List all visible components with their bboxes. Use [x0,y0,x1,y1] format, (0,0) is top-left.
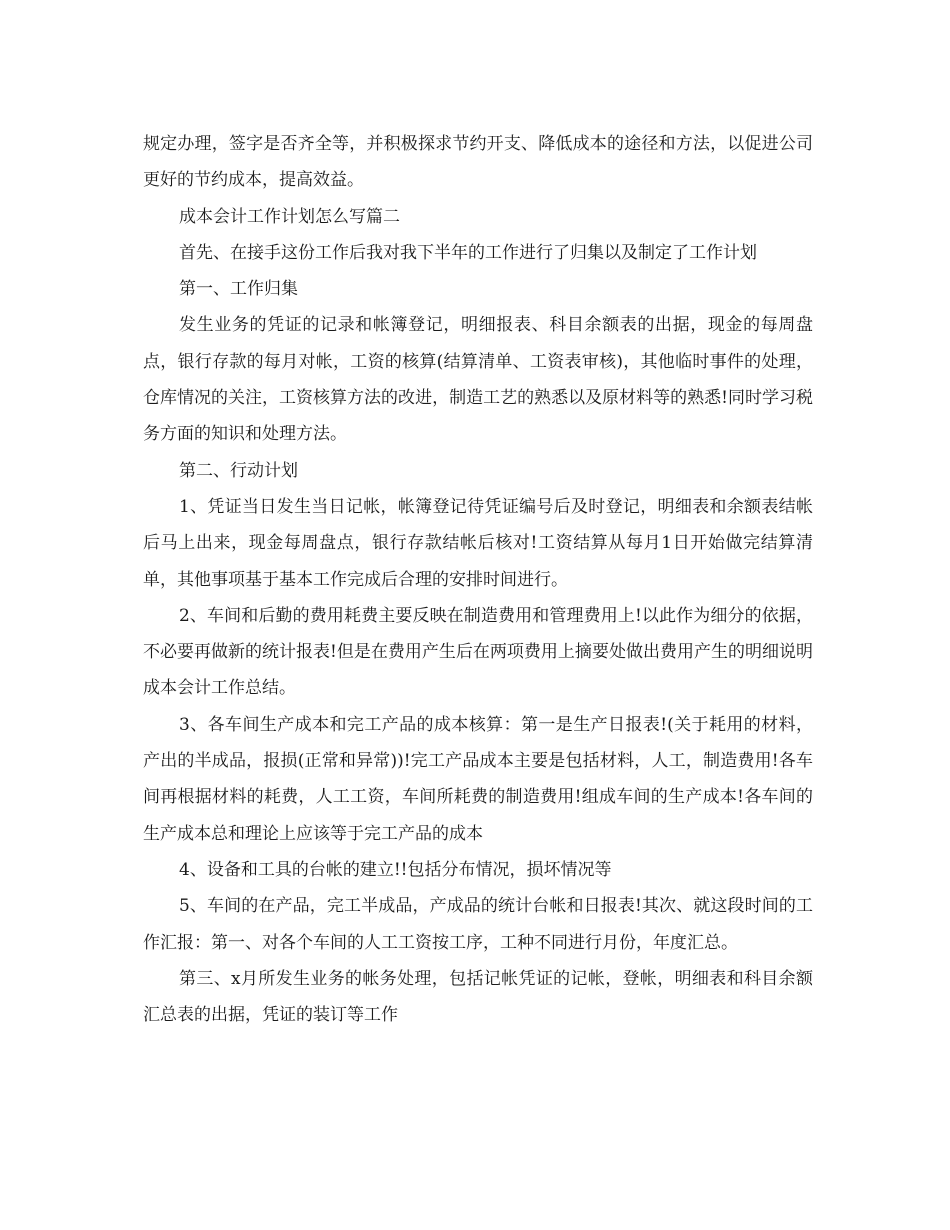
list-item-2: 2、车间和后勤的费用耗费主要反映在制造费用和管理费用上!以此作为细分的依据，不必要再做新的统计报表!但是在费用产生后在两项费用上摘要处做出费用产生的明细说明成本会计工作总结。 [143,605,813,699]
list-item-5: 5、车间的在产品，完工半成品，产成品的统计台帐和日报表!其次、就这段时间的工作汇报：第一、对各个车间的人工工资按工序，工种不同进行月份，年度汇总。 [143,896,813,953]
subheading-action-plan: 第二、行动计划 [179,460,298,481]
subheading-work-summary: 第一、工作归集 [179,279,298,300]
document-body [143,126,813,1033]
paragraph-continuation: 规定办理，签字是否齐全等，并积极探求节约开支、降低成本的途径和方法，以促进公司更好的节约成本，提高效益。 [143,134,813,191]
list-item-3: 3、各车间生产成本和完工产品的成本核算：第一是生产日报表!(关于耗用的材料，产出的半成品，报损(正常和异常))!完工产品成本主要是包括材料，人工，制造费用!各车间再根据材料的耗费，人工工资，车间所耗费的制造费用!组成车间的生产成本!各车间的生产成本总和理论上应该等于完工产品的成本 [143,714,813,844]
paragraph-intro: 首先、在接手这份工作后我对我下半年的工作进行了归集以及制定了工作计划 [179,242,757,263]
list-item-4: 4、设备和工具的台帐的建立!!包括分布情况，损坏情况等 [179,859,612,880]
section-heading: 成本会计工作计划怎么写篇二 [179,206,400,227]
paragraph-work-summary: 发生业务的凭证的记录和帐簿登记，明细报表、科目余额表的出据，现金的每周盘点，银行存款的每月对帐，工资的核算(结算清单、工资表审核)，其他临时事件的处理，仓库情况的关注，工资核算方法的改进，制造工艺的熟悉以及原材料等的熟悉!同时学习税务方面的知识和处理方法。 [143,315,813,445]
paragraph-third: 第三、x月所发生业务的帐务处理，包括记帐凭证的记帐，登帐，明细表和科目余额汇总表的出据，凭证的装订等工作 [143,968,813,1026]
list-item-1: 1、凭证当日发生当日记帐，帐簿登记待凭证编号后及时登记，明细表和余额表结帐后马上出来，现金每周盘点，银行存款结帐后核对!工资结算从每月1日开始做完结算清单，其他事项基于基本工作完成后合理的安排时间进行。 [143,496,813,590]
